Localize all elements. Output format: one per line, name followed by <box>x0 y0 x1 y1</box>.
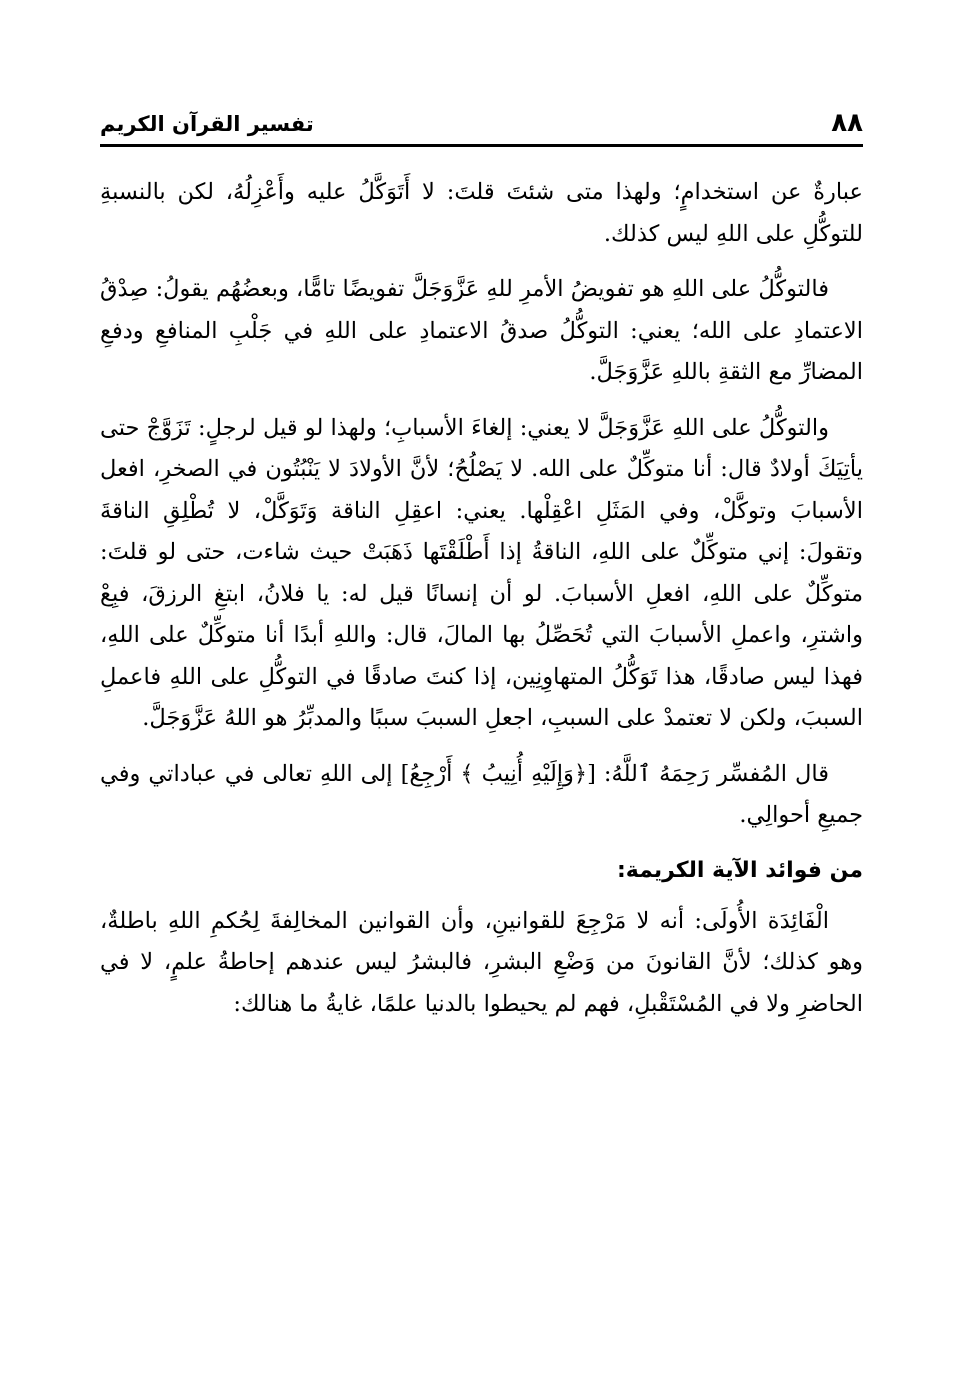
page-body <box>100 172 863 1039</box>
page-number: ٨٨ <box>831 108 863 138</box>
section-heading: من فوائد الآية الكريمة: <box>616 857 863 883</box>
page-header <box>100 108 863 147</box>
paragraph-1: عبارةٌ عن استخدامٍ؛ ولهذا متى شئتَ قلتَ: لا أَتَوَكَّلُ عليه وأَعْزِلُهُ، لكن بالنسبةِ للتوكُّلِ على اللهِ ليس كذلك. <box>100 179 863 247</box>
book-title: تفسير القرآن الكريم <box>100 112 314 136</box>
paragraph-5: الْفَائِدَة الأُولَى: أنه لا مَرْجِعَ للقوانينِ، وأن القوانين المخالِفةَ لِحُكمِ اللهِ باطلةٌ، وهو كذلك؛ لأنَّ القانونَ من وَضْعِ البشرِ، فالبشرُ ليس عندهم إحاطةُ علمٍ، لا في الحاضرِ ولا في المُسْتَقْبلِ، فهم لم يحيطوا بالدنيا علمًا، غايةُ ما هنالك: <box>100 907 863 1017</box>
paragraph-4: قال المُفسِّر رَحِمَهُ ٱللَّهُ: [﴿وَإِلَيْهِ أُنِيبُ ﴾ أَرْجِعُ] إلى اللهِ تعالى في عباداتي وفي جميعِ أحوالِي. <box>100 760 863 828</box>
paragraph-3: والتوكُّلُ على اللهِ عَزَّوَجَلَّ لا يعني: إلغاءَ الأسبابِ؛ ولهذا لو قيل لرجلٍ: تَزَوَّجْ حتى يأتِيَكَ أولادٌ قال: أنا متوكِّلٌ على الله. لا يَصْلُحُ؛ لأنَّ الأولادَ لا يَنْبُتُون في الصخرِ، افعل الأسبابَ وتوكَّلْ، وفي المَثَلِ اعْقِلْها. يعني: اعقِلِ الناقة وَتَوَكَّلْ، لا تُطْلِقِ الناقةَ وتقولَ: إني متوكِّلٌ على اللهِ، الناقةُ إذا أَطْلَقْتَها ذَهَبَتْ حيث شاءت، حتى لو قلتَ: متوكِّلٌ على اللهِ، افعلِ الأسبابَ. لو أن إنسانًا قيل له: يا فلانُ، ابتغِ الرزقَ، فبِعْ واشترِ، واعملِ الأسبابَ التي تُحَصِّلُ بها المالَ، قال: واللهِ أبدًا أنا متوكِّلٌ على اللهِ، فهذا ليس صادقًا، هذا تَوَكُّلُ المتهاوِنِين، إذا كنتَ صادقًا في التوكُّلِ على اللهِ فاعملِ السببَ، ولكن لا تعتمدْ على السببِ، اجعلِ السببَ سببًا والمدبِّرُ هو اللهُ عَزَّوَجَلَّ. <box>100 414 863 731</box>
paragraph-2: فالتوكُّلُ على اللهِ هو تفويضُ الأمرِ للهِ عَزَّوَجَلَّ تفويضًا تامًّا، وبعضُهُم يقولُ: صِدْقُ الاعتمادِ على الله؛ يعني: التوكُّلُ صدقُ الاعتمادِ على اللهِ في جَلْبِ المنافعِ ودفعِ المضارِّ مع الثقةِ باللهِ عَزَّوَجَلَّ. <box>100 276 863 385</box>
